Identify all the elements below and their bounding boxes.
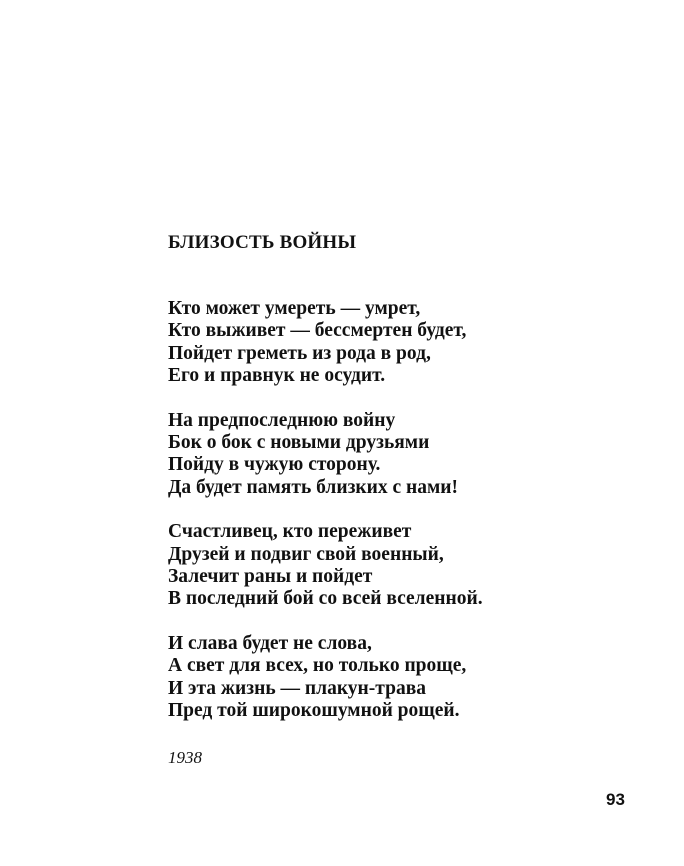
stanza-4 bbox=[168, 633, 608, 723]
page-number: 93 bbox=[606, 790, 625, 809]
stanza-3 bbox=[168, 521, 608, 611]
poem-line: Пойдет греметь из рода в род, bbox=[168, 342, 431, 364]
poem-line: Пойду в чужую сторону. bbox=[168, 454, 381, 476]
poem-line: Бок о бок с новыми друзьями bbox=[168, 432, 430, 454]
poem-line: В последний бой со всей вселенной. bbox=[168, 588, 483, 610]
poem-line: На предпоследнюю войну bbox=[168, 409, 396, 431]
poem-line: Его и правнук не осудит. bbox=[168, 365, 386, 387]
poem-line: Кто выживет — бессмертен будет, bbox=[168, 320, 467, 342]
poem-body bbox=[168, 298, 608, 745]
poem-title: БЛИЗОСТЬ ВОЙНЫ bbox=[168, 232, 357, 253]
poem-line: Кто может умереть — умрет, bbox=[168, 298, 421, 319]
poem-line: Друзей и подвиг свой военный, bbox=[168, 543, 444, 565]
poem-line: И эта жизнь — плакун-трава bbox=[168, 677, 426, 699]
poem-year: 1938 bbox=[168, 748, 202, 767]
poem-line: И слава будет не слова, bbox=[168, 632, 372, 654]
poem-line: Залечит раны и пойдет bbox=[168, 566, 373, 588]
poem-line: Счастливец, кто переживет bbox=[168, 521, 412, 543]
stanza-1 bbox=[168, 298, 608, 388]
poem-line: Пред той широкошумной рощей. bbox=[168, 700, 460, 722]
stanza-2 bbox=[168, 410, 608, 500]
poem-line: Да будет память близких с нами! bbox=[168, 476, 459, 498]
poem-line: А свет для всех, но только проще, bbox=[168, 655, 467, 677]
